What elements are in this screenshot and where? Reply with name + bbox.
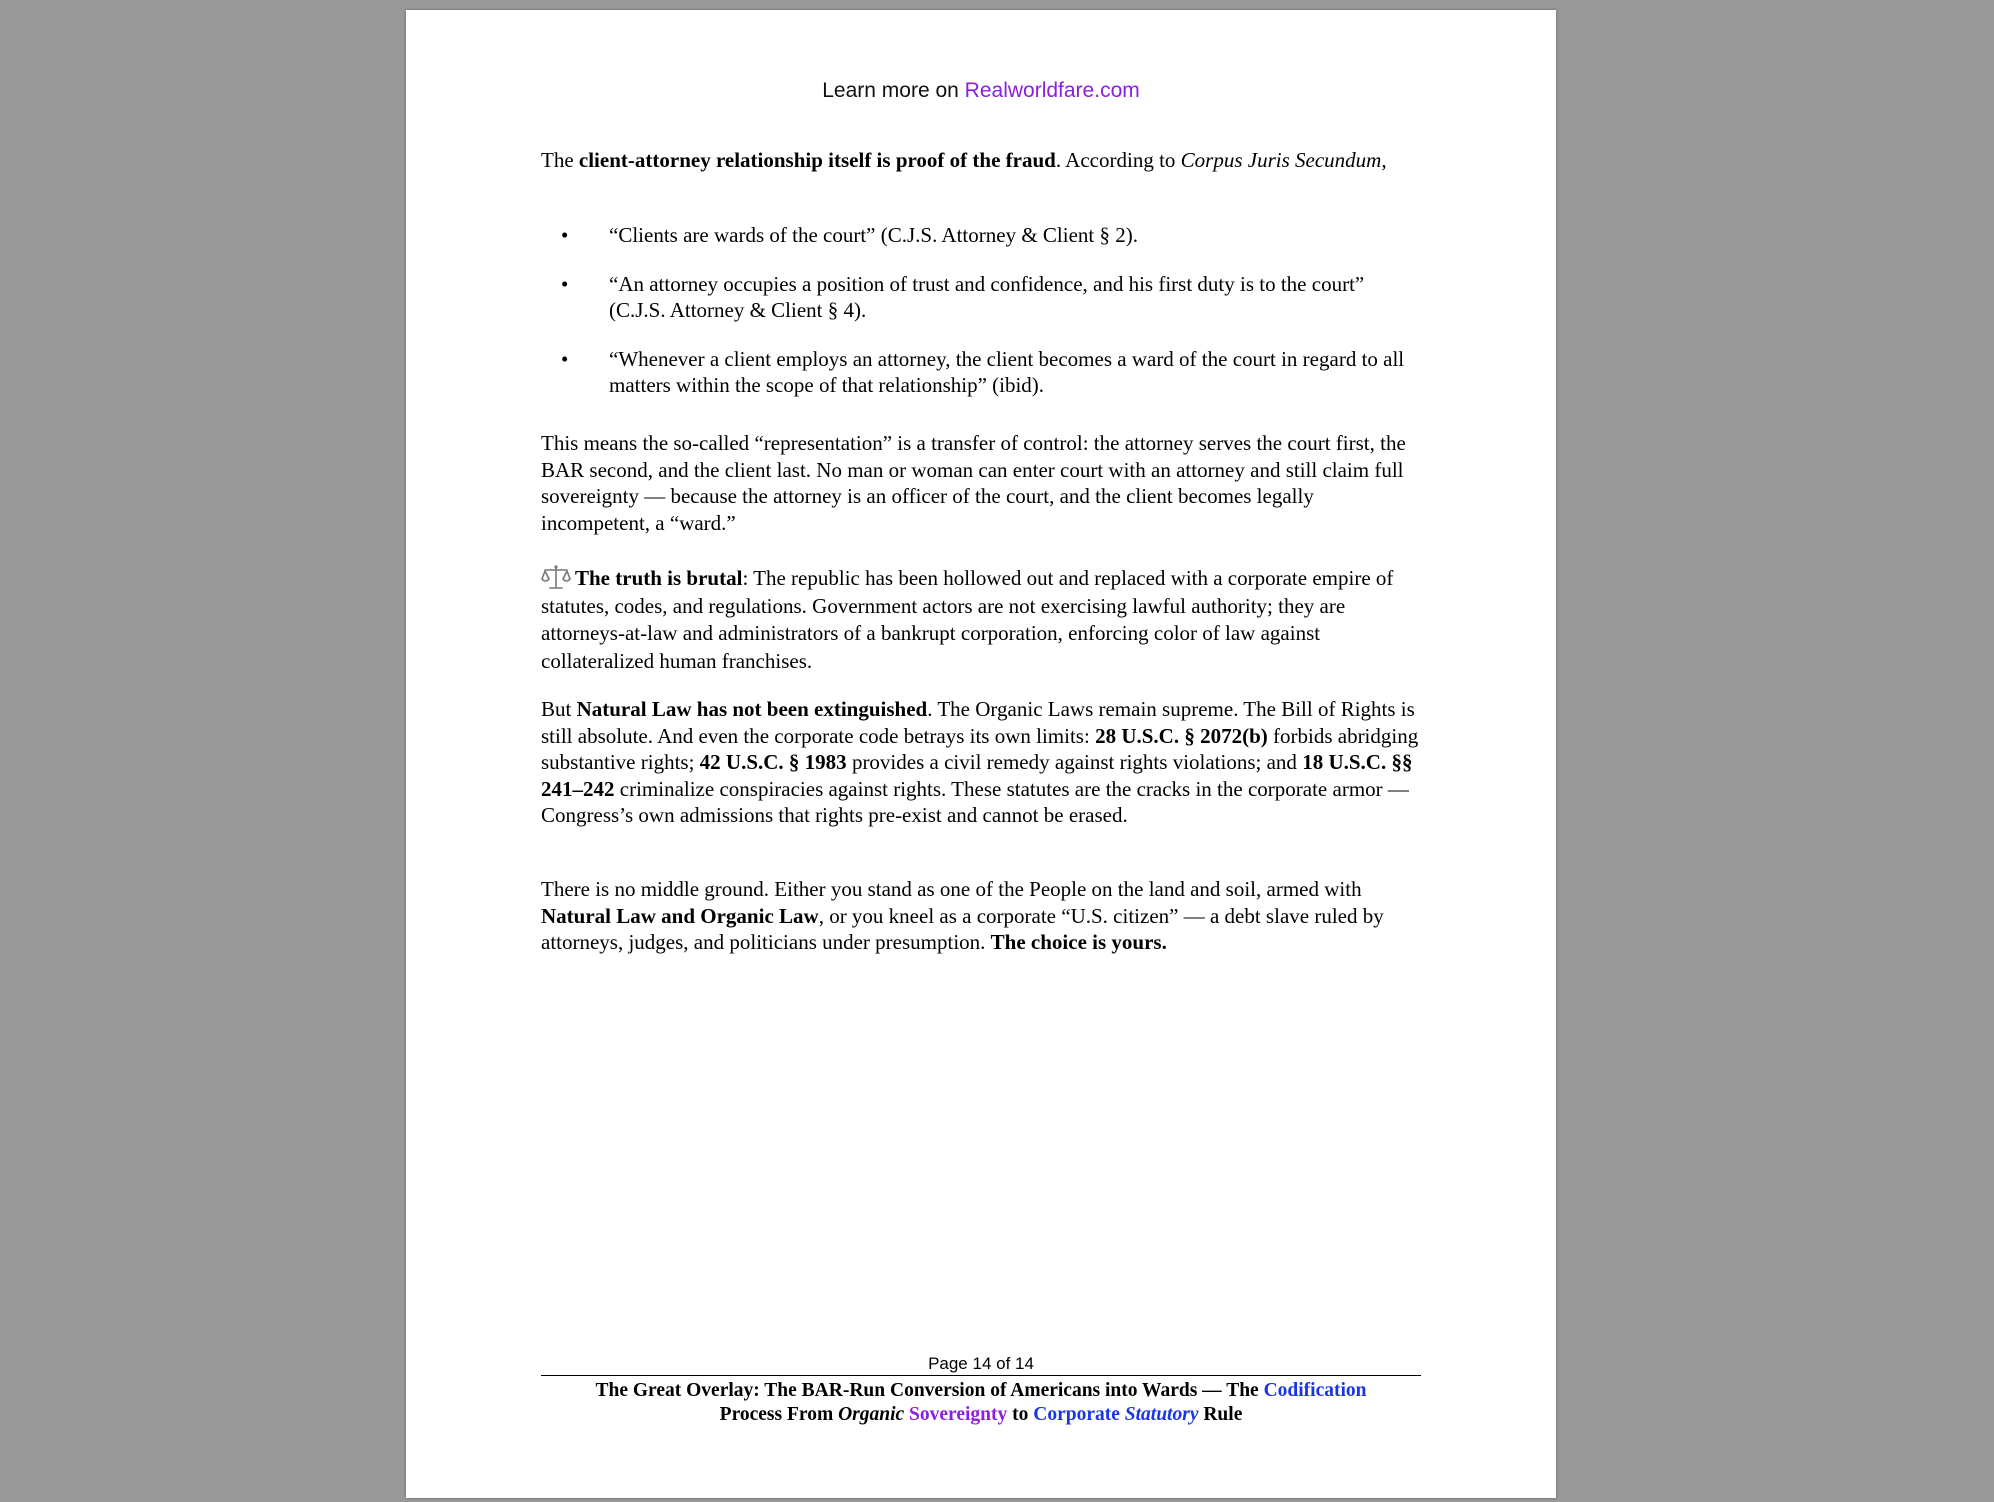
footer-sovereignty: Sovereignty — [909, 1404, 1008, 1425]
footer-text-1: The Great Overlay: The BAR-Run Conversion of Americans into Wards — The — [595, 1380, 1264, 1401]
bullet-icon: • — [561, 271, 569, 296]
natural-text-2: . The Organic Laws remain supreme. The Bill of Rights is still absolute. And even the corporate code betrays its own limits: — [541, 697, 1415, 748]
middle-ground-paragraph — [541, 876, 1421, 956]
header-prefix: Learn more on — [822, 79, 965, 102]
natural-text-3: forbids abridging substantive rights; — [541, 723, 1419, 774]
natural-bold-4: 18 U.S.C. §§ 241–242 — [541, 750, 1413, 801]
footer-codification: Codification — [1263, 1380, 1367, 1401]
middle-bold-2: The choice is yours. — [990, 930, 1167, 954]
middle-text-2: , or you kneel as a corporate “U.S. citizen” — a debt slave ruled by attorneys, judges, and politicians under presumption. — [541, 903, 1384, 954]
realworldfare-link[interactable]: Realworldfare.com — [964, 79, 1140, 102]
footer-organic: Organic — [838, 1404, 905, 1425]
bullet-icon: • — [561, 223, 569, 247]
footer-title — [541, 1379, 1421, 1427]
list-item — [541, 346, 1421, 399]
natural-text-5: criminalize conspiracies against rights. These statutes are the cracks in the corporate armor — Congress’s own admissions that rights pre-exist and cannot be erased. — [541, 776, 1409, 827]
list-item — [541, 222, 1421, 249]
footer-rule-word: Rule — [1198, 1404, 1243, 1425]
footer-statutory: Statutory — [1124, 1404, 1199, 1425]
truth-text: : The republic has been hollowed out and replaced with a corporate empire of statutes, codes, and regulations. Government actors are not exercising lawful authority; they are attorneys-at-law and administrators of a bankrupt corporation, enforcing color of law against collateralized human franchises. — [541, 566, 1394, 673]
representation-paragraph: This means the so-called “representation” is a transfer of control: the attorney serves the court first, the BAR second, and the client last. No man or woman can enter court with an attorney and still claim full sovereignty — because the attorney is an officer of the court, and the client becomes legally incompetent, a “ward.” — [541, 431, 1406, 535]
intro-text-1: The — [541, 148, 579, 172]
list-item — [541, 271, 1421, 324]
natural-text-4: provides a civil remedy against rights violations; and — [846, 750, 1303, 774]
scales-icon — [541, 563, 571, 591]
intro-text-2: . According to — [1055, 148, 1181, 172]
footer-to: to — [1007, 1404, 1034, 1425]
list-item-text: “An attorney occupies a position of trust and confidence, and his first duty is to the court” (C.J.S. Attorney & Client § 4). — [609, 271, 1365, 322]
natural-bold-1: Natural Law has not been extinguished — [576, 697, 928, 721]
truth-bold: The truth is brutal — [575, 566, 743, 590]
intro-text-3: , — [1381, 148, 1387, 172]
footer-corporate: Corporate — [1033, 1404, 1125, 1425]
intro-bold: client-attorney relationship itself is proof of the fraud — [578, 148, 1056, 172]
footer-divider — [541, 1375, 1421, 1376]
bullet-list — [541, 222, 1421, 421]
natural-law-paragraph — [541, 696, 1421, 829]
bullet-icon: • — [561, 346, 569, 371]
page-number: Page 14 of 14 — [928, 1354, 1034, 1373]
intro-paragraph — [541, 147, 1421, 174]
natural-text-1: But — [541, 697, 577, 721]
middle-bold-1: Natural Law and Organic Law — [541, 903, 819, 928]
natural-bold-3: 42 U.S.C. § 1983 — [699, 750, 847, 774]
truth-paragraph — [541, 563, 1421, 675]
document-page — [406, 10, 1556, 1498]
natural-bold-2: 28 U.S.C. § 2072(b) — [1095, 723, 1268, 748]
list-item-text: “Whenever a client employs an attorney, the client becomes a ward of the court in regard to all matters within the scope of that relationship” (ibid). — [609, 346, 1405, 397]
footer-text-2: Process From — [719, 1404, 839, 1425]
list-item-text: “Clients are wards of the court” (C.J.S. Attorney & Client § 2). — [609, 223, 1138, 247]
middle-text-1: There is no middle ground. Either you stand as one of the People on the land and soil, armed with — [541, 877, 1362, 901]
intro-italic: Corpus Juris Secundum — [1180, 148, 1382, 172]
page-header — [541, 78, 1421, 105]
